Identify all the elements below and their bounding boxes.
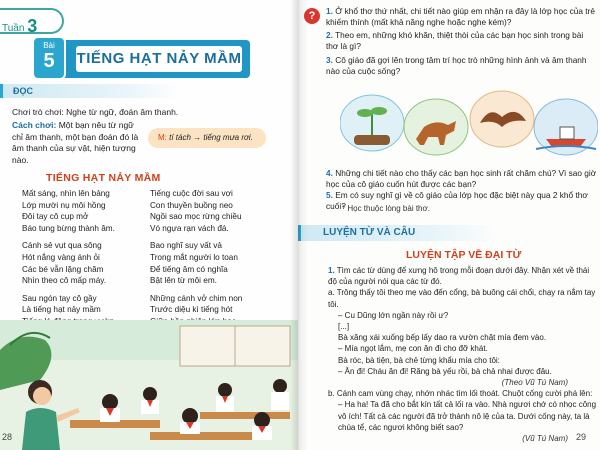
lesson-label: Bài (43, 41, 55, 50)
exercise-1-intro (328, 265, 598, 287)
poem-stanza (22, 188, 115, 234)
example-bubble (148, 128, 266, 148)
question-text: Em có suy nghĩ gì về cô giáo của lớp học đặc biệt này qua 2 khổ thơ cuối? (326, 190, 588, 211)
right-page (298, 0, 600, 450)
practice-title: LUYỆN TẬP VỀ ĐẠI TỪ (406, 249, 522, 261)
exercise-1 (328, 265, 598, 444)
question-text: Cô giáo đã gợi lên trong tâm trí học trò những hình ảnh và âm thanh nào của cuộc sống? (326, 55, 587, 76)
exercise-line: Bà róc, bà tiện, bà chẻ từng khẩu mía cho tôi: (338, 355, 500, 365)
poem-line: Cánh sẻ vụt qua sông (22, 241, 102, 251)
poem-line: Những cánh vở chim non (150, 293, 243, 303)
poem-line: Hót nắng vàng ánh ỏi (22, 252, 100, 262)
exercise-1a: a. Trông thấy tôi theo mẹ vào đến cổng, bà buông cái chổi, chạy ra nắm tay tôi. (328, 288, 596, 309)
question-text: Ở khổ thơ thứ nhất, chi tiết nào giúp em nhận ra đây là lớp học của trẻ khiếm thính (mất khả năng nghe hoặc nghe kém)? (326, 6, 595, 27)
lesson-banner (40, 40, 250, 78)
exercise-number: 1. (328, 266, 335, 275)
exercise-1b: b. Cánh cam vùng chạy, nhớn nhác tìm lối thoát. Chuột cống cười phá lên: (328, 389, 593, 399)
example-text: tí tách → tiếng mưa rơi. (169, 133, 253, 142)
example-label: M: (158, 133, 167, 142)
lesson-title: TIẾNG HẠT NẢY MẦM (76, 46, 242, 72)
horse-picture (404, 99, 468, 155)
exercise-line: – Cu Dũng lớn ngần này rồi ư? (338, 310, 449, 320)
week-prefix: Tuần (2, 23, 25, 34)
poem-line: Trước diệu kì tiếng hót (150, 305, 233, 315)
poem-line: Bật lên từ môi em. (150, 276, 217, 286)
howto-text: Một bạn nêu từ ngữ chỉ âm thanh, một bạn đoán đó là âm thanh của sự vật, hiện tượng nào. (12, 120, 139, 165)
howto-block (12, 120, 144, 166)
question-text: Theo em, những khó khăn, thiệt thòi của các bạn học sinh trong bài thơ là gì? (326, 30, 584, 51)
poem-stanza (150, 188, 242, 234)
poem-line: Lớp mười nụ môi hồng (22, 200, 106, 210)
sprout-picture (340, 95, 404, 151)
lesson-number: 5 (43, 50, 55, 72)
eagle-picture (470, 91, 534, 147)
exercise-line: – Ha ha! Ta đã cho bắt kín tất cả lối ra vào. Nhà ngươi chớ có nhọc công vô ích! Tất cả các người đã trở thành nô lệ của ta. Dưới cống này, ta là chúa tể, các ngươi không biết sao? (338, 400, 597, 432)
memorize-note: * Học thuộc lòng bài thơ. (342, 204, 430, 213)
exercise-line: Bà xăng xái xuống bếp lấy dao ra vườn chặt mía đem vào. (338, 333, 547, 343)
week-tab (0, 8, 64, 34)
section-reading-heading: ĐỌC (0, 84, 180, 98)
exercise-line: [...] (338, 322, 350, 332)
exercise-intro-text: Tìm các từ dùng để xưng hô trong mỗi đoạn dưới đây. Nhận xét về thái độ của người nói qua các từ đó. (328, 266, 590, 287)
page-number-right: 29 (576, 432, 587, 442)
section-lexicon-heading: LUYỆN TỪ VÀ CÂU (298, 225, 498, 241)
poem-title: TIẾNG HẠT NẢY MẦM (46, 172, 161, 184)
poem-line: Đôi tay cô cụp mở (22, 212, 89, 222)
lesson-badge (32, 36, 66, 80)
exercise-line: – Ăn đi! Cháu ăn đi! Răng bà yếu rồi, bà chả nhai được đâu. (338, 366, 552, 376)
poem-stanza (150, 240, 242, 286)
poem-line: Vó ngựa rạn vách đá. (150, 223, 229, 233)
question-number: 5. (326, 190, 333, 200)
question-text: Những chi tiết nào cho thấy các bạn học sinh rất chăm chú? Vì sao giờ học của cô giáo cuốn hút được các bạn? (326, 168, 597, 189)
poem-line: Con thuyền buồng neo (150, 200, 233, 210)
question-number: 1. (326, 6, 333, 16)
poem-line: Mất sáng, nhìn lên bảng (22, 189, 110, 198)
question-number: 4. (326, 168, 333, 178)
game-intro (12, 107, 178, 117)
question-2 (326, 30, 596, 52)
boat-picture (534, 99, 598, 155)
poem-stanza (22, 240, 115, 286)
poem-line: Báo tung bừng thành âm. (22, 223, 115, 233)
poem-line: Ngồi sao mọc rừng chiều (150, 212, 242, 222)
exercise-source: (Vũ Tú Nam) (522, 434, 568, 444)
poem-line: Sau ngón tay cô gầy (22, 293, 97, 303)
page-number-left: 28 (2, 432, 13, 442)
question-4 (326, 168, 598, 190)
question-number: 3. (326, 55, 333, 65)
poem-line: Để tiếng âm có nghĩa (150, 264, 228, 274)
exercise-source: (Theo Vũ Tú Nam) (501, 378, 568, 388)
poem-line: Trong mắt người lo toan (150, 252, 238, 262)
question-3 (326, 55, 596, 77)
poem-line: Bao nghĩ suy vất vả (150, 241, 222, 251)
poem-line: Nhìn theo cô mấp máy. (22, 276, 107, 286)
book-gutter (290, 0, 308, 450)
left-page (0, 0, 298, 450)
question-number: 2. (326, 30, 333, 40)
exercise-line: – Mía ngọt lắm, mẹ con ăn đi cho đỡ khát. (338, 344, 488, 354)
poem-line: Tiếng cuộc đời sau vợi (150, 189, 233, 198)
question-mark-icon: ? (304, 8, 320, 24)
howto-label: Cách chơi: (12, 120, 57, 130)
week-number: 3 (27, 16, 38, 36)
question-3-pictures (340, 83, 598, 163)
poem-line: Các bé vẫn lặng chăm (22, 264, 104, 274)
classroom-illustration (0, 320, 298, 450)
poem-line: Là tiếng hạt nảy mầm (22, 305, 101, 315)
game-intro-text: Chơi trò chơi: Nghe từ ngữ, đoán âm thanh. (12, 107, 179, 117)
question-1 (326, 6, 596, 28)
